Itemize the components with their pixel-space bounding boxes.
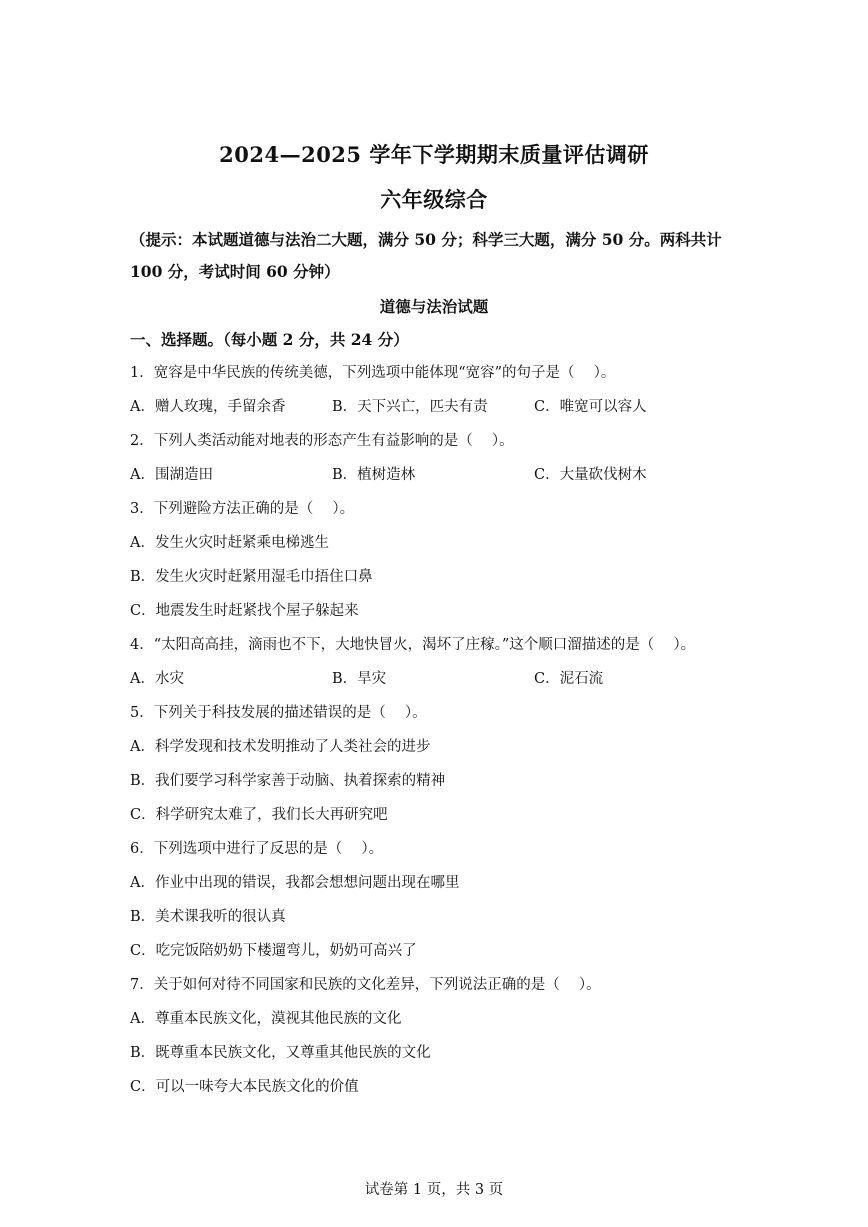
question-6-stem: 6．下列选项中进行了反思的是（ ）。 — [130, 841, 384, 857]
question-2-option-c: C．大量砍伐树木 — [534, 467, 647, 483]
question-4-stem: 4．“太阳高高挂，滴雨也不下，大地快冒火，渴坏了庄稼。”这个顺口溜描述的是（ ）。 — [130, 637, 696, 653]
question-1-options — [130, 395, 750, 429]
question-1-option-a: A．赠人玫瑰，手留余香 — [130, 399, 286, 415]
question-1-stem: 1．宽容是中华民族的传统美德，下列选项中能体现“宽容”的句子是（ ）。 — [130, 365, 616, 381]
exam-hint: （提示：本试题道德与法治二大题，满分 50 分；科学三大题，满分 50 分。两科共计 100 分，考试时间 60 分钟） — [130, 230, 722, 281]
question-list — [130, 361, 750, 1109]
question-4-option-b: B．旱灾 — [332, 671, 387, 687]
part-title: 一、选择题。（每小题 2 分，共 24 分） — [130, 330, 409, 349]
question-7-option-a: A．尊重本民族文化，漠视其他民族的文化 — [130, 1011, 402, 1027]
question-3-option-c: C．地震发生时赶紧找个屋子躲起来 — [130, 603, 359, 619]
question-6-option-c: C．吃完饭陪奶奶下楼遛弯儿，奶奶可高兴了 — [130, 943, 417, 959]
question-2-stem: 2．下列人类活动能对地表的形态产生有益影响的是（ ）。 — [130, 433, 514, 449]
question-7-option-b: B．既尊重本民族文化，又尊重其他民族的文化 — [130, 1045, 431, 1061]
question-4-option-c: C．泥石流 — [534, 671, 604, 687]
question-4-option-a: A．水灾 — [130, 671, 184, 687]
question-6-option-a: A．作业中出现的错误，我都会想想问题出现在哪里 — [130, 875, 460, 891]
exam-title: 2024—2025 学年下学期期末质量评估调研 — [219, 142, 649, 167]
question-6-option-b: B．美术课我听的很认真 — [130, 909, 286, 925]
question-5-option-c: C．科学研究太难了，我们长大再研究吧 — [130, 807, 388, 823]
question-3-option-b: B．发生火灾时赶紧用湿毛巾捂住口鼻 — [130, 569, 373, 585]
question-1-option-b: B．天下兴亡，匹夫有责 — [332, 399, 488, 415]
question-2-options — [130, 463, 750, 497]
question-5-stem: 5．下列关于科技发展的描述错误的是（ ）。 — [130, 705, 427, 721]
question-4-options — [130, 667, 750, 701]
exam-subtitle: 六年级综合 — [380, 187, 488, 212]
question-3-stem: 3．下列避险方法正确的是（ ）。 — [130, 501, 355, 517]
section-title: 道德与法治试题 — [379, 297, 489, 316]
question-7-stem: 7．关于如何对待不同国家和民族的文化差异，下列说法正确的是（ ）。 — [130, 977, 601, 993]
question-7-option-c: C．可以一味夸大本民族文化的价值 — [130, 1079, 359, 1095]
question-2-option-b: B．植树造林 — [332, 467, 416, 483]
question-2-option-a: A．围湖造田 — [130, 467, 213, 483]
question-5-option-b: B．我们要学习科学家善于动脑、执着探索的精神 — [130, 773, 446, 789]
question-3-option-a: A．发生火灾时赶紧乘电梯逃生 — [130, 535, 329, 551]
question-1-option-c: C．唯宽可以容人 — [534, 399, 647, 415]
page-footer: 试卷第 1 页，共 3 页 — [364, 1182, 504, 1198]
question-5-option-a: A．科学发现和技术发明推动了人类社会的进步 — [130, 739, 431, 755]
